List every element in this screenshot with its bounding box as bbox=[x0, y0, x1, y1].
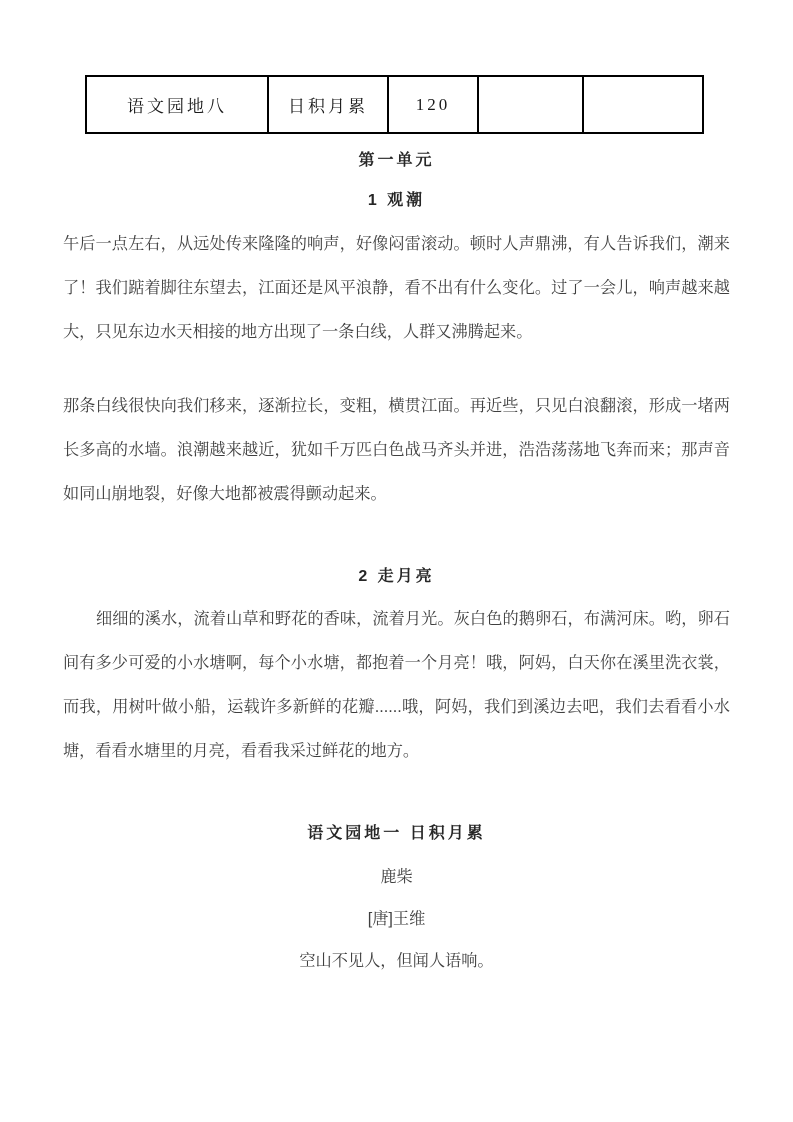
lesson2-paragraph-line2: 间有多少可爱的小水塘啊，每个小水塘，都抱着一个月亮！哦，阿妈，白天你在溪里洗衣裳， bbox=[63, 654, 730, 672]
garden-title: 语文园地一 日积月累 bbox=[307, 825, 486, 842]
unit-heading: 第一单元 bbox=[358, 152, 435, 169]
lesson1-paragraph2-line1: 那条白线很快向我们移来，逐渐拉长，变粗，横贯江面。再近些，只见白浪翻滚，形成一堵两 bbox=[63, 397, 730, 415]
table-cell-title: 语文园地八 bbox=[87, 77, 269, 132]
poem-title: 鹿柴 bbox=[380, 868, 413, 886]
lesson2-paragraph-line1: 细细的溪水，流着山草和野花的香味，流着月光。灰白色的鹅卵石，布满河床。哟，卵石 bbox=[96, 610, 730, 628]
lesson2-paragraph-line3: 而我，用树叶做小船，运载许多新鲜的花瓣......哦，阿妈，我们到溪边去吧，我们去看看小水 bbox=[63, 698, 730, 716]
lesson1-paragraph2-line3: 如同山崩地裂，好像大地都被震得颤动起来。 bbox=[63, 485, 387, 503]
lesson1-paragraph1-line1: 午后一点左右，从远处传来隆隆的响声，好像闷雷滚动。顿时人声鼎沸，有人告诉我们，潮来 bbox=[63, 235, 730, 253]
table-cell-empty-1 bbox=[479, 77, 584, 132]
table-cell-page-number: 120 bbox=[389, 77, 479, 132]
lesson2-title: 2 走月亮 bbox=[358, 568, 435, 585]
table-cell-empty-2 bbox=[584, 77, 702, 132]
poem-line: 空山不见人，但闻人语响。 bbox=[299, 952, 494, 970]
lesson1-paragraph1-line3: 大，只见东边水天相接的地方出现了一条白线，人群又沸腾起来。 bbox=[63, 323, 533, 341]
lesson1-paragraph2-line2: 长多高的水墙。浪潮越来越近，犹如千万匹白色战马齐头并进，浩浩荡荡地飞奔而来；那声音 bbox=[63, 441, 730, 459]
lesson1-paragraph1-line2: 了！我们踮着脚往东望去，江面还是风平浪静，看不出有什么变化。过了一会儿，响声越来越 bbox=[63, 279, 730, 297]
header-table bbox=[85, 75, 704, 134]
poem-author: [唐]王维 bbox=[367, 910, 426, 928]
lesson1-title: 1 观潮 bbox=[367, 192, 426, 209]
lesson2-paragraph-line4: 塘，看看水塘里的月亮，看看我采过鲜花的地方。 bbox=[63, 742, 420, 760]
table-cell-section: 日积月累 bbox=[269, 77, 389, 132]
